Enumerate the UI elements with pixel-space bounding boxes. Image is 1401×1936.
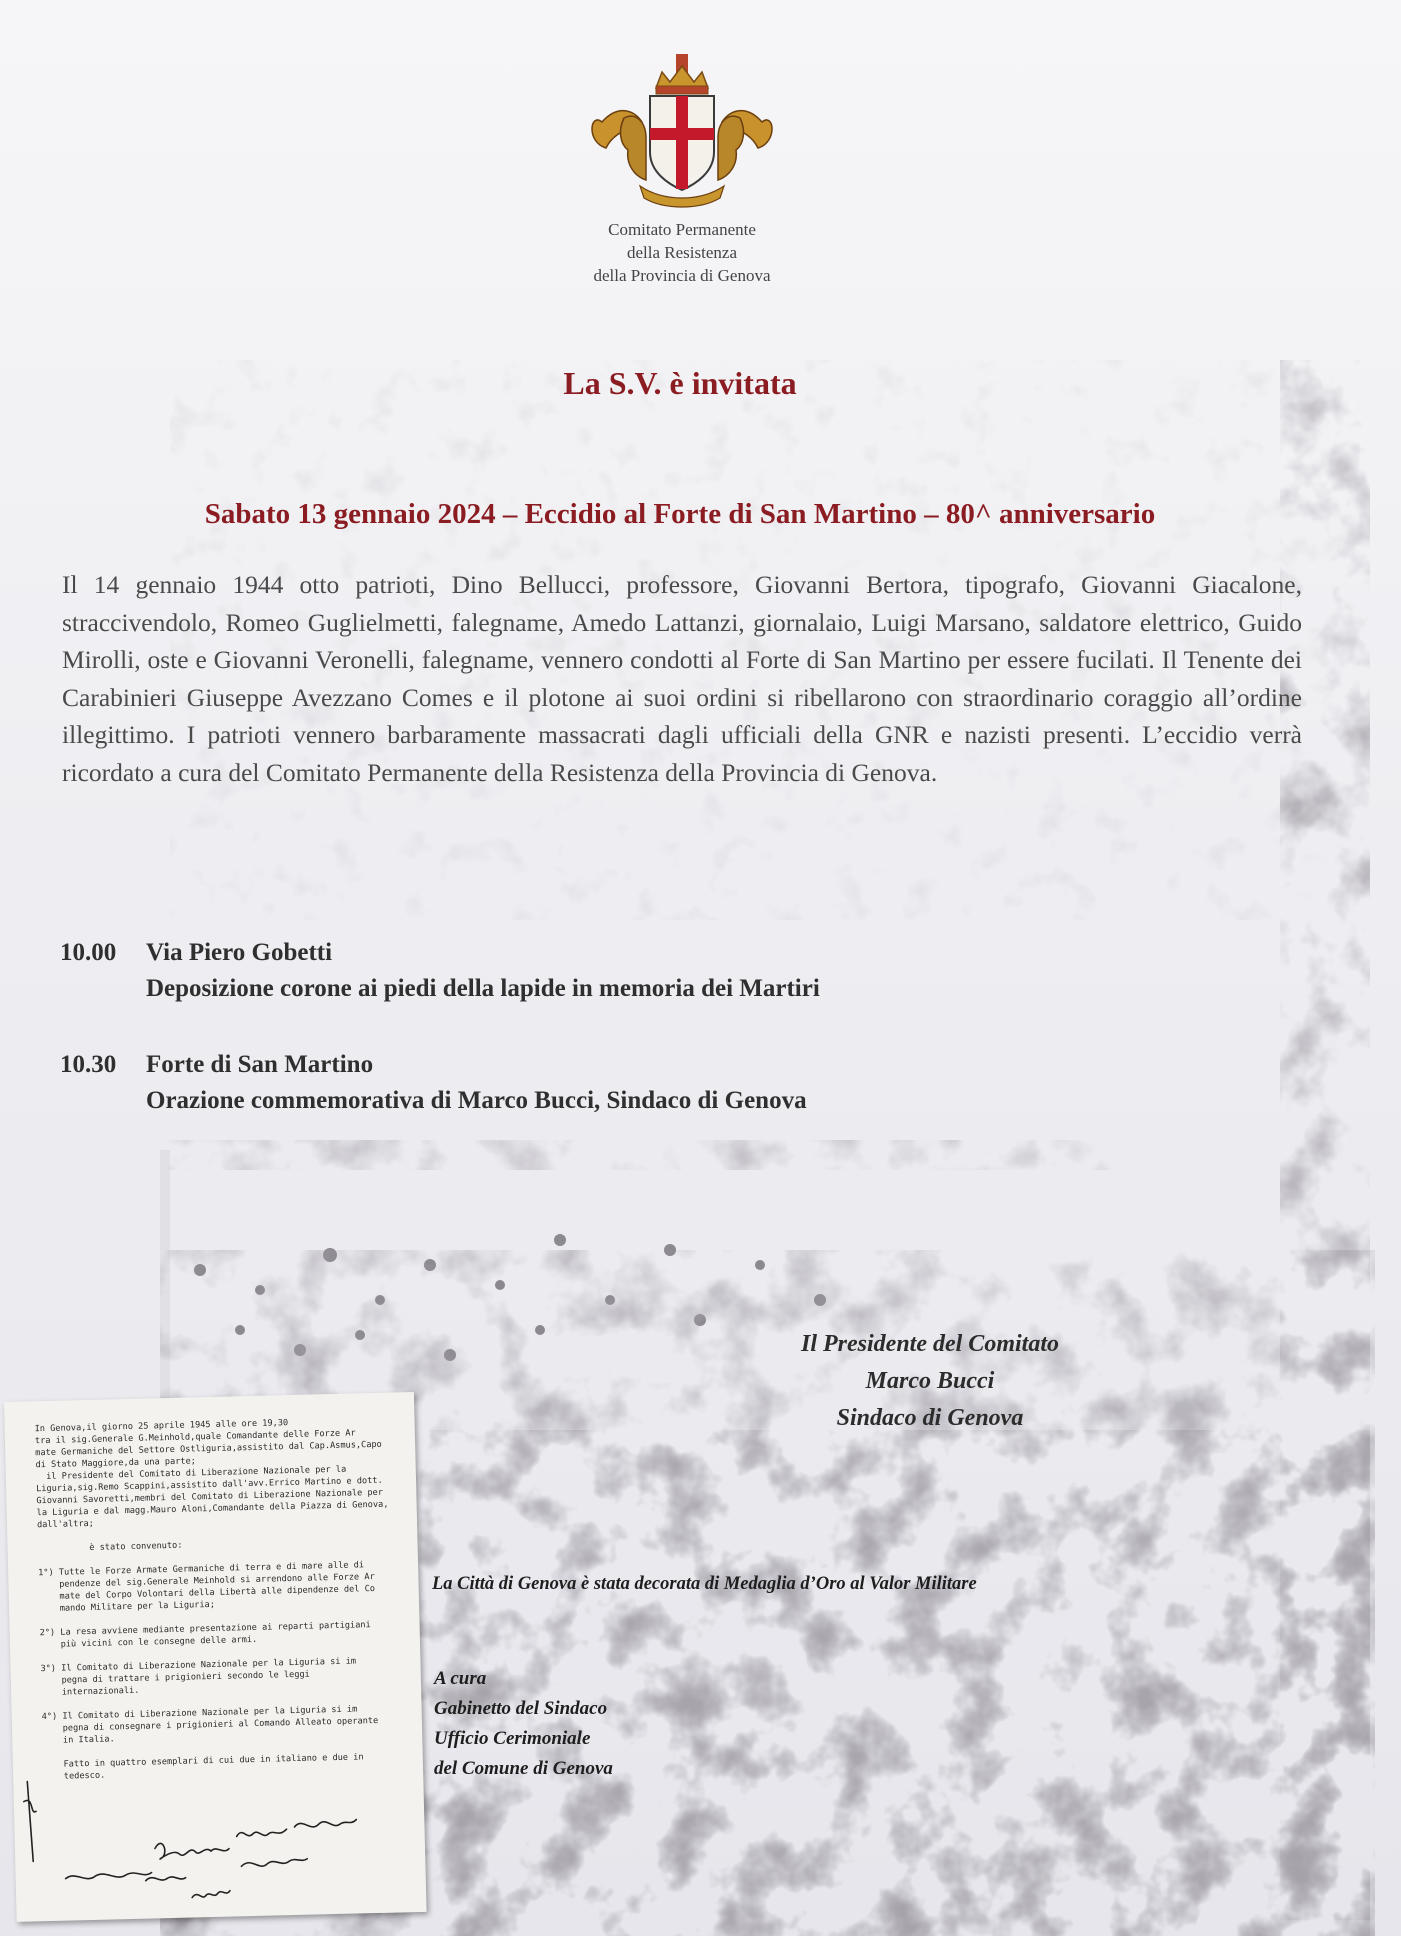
organization-line-1: Comitato Permanente <box>608 220 756 239</box>
event-description: Il 14 gennaio 1944 otto patrioti, Dino Bellucci, professore, Giovanni Bertora, tipografo, Giovanni Giacalone, straccivendolo, Romeo Guglielmetti, falegname, Amedo Lattanzi, giornalaio, Luigi Marsano, saldatore elettrico, Guido Mirolli, oste e Giovanni Veronelli, falegname, vennero condotti al Forte di San Martino per essere fucilati. Il Tenente dei Carabinieri Giuseppe Avezzano Comes e il plotone ai suoi ordini si ribellarono con straordinario coraggio all’ordine illegittimo. I patrioti vennero barbaramente massacrati dagli ufficiali della GNR e nazisti presenti. L’eccidio verrà ricordato a cura del Comitato Permanente della Resistenza della Provincia di Genova. <box>62 570 1302 787</box>
curated-by-line-1: Gabinetto del Sindaco <box>434 1698 608 1719</box>
schedule-time: 10.00 <box>60 939 117 966</box>
schedule-activity: Orazione commemorativa di Marco Bucci, Sindaco di Genova <box>146 1087 807 1114</box>
handwritten-signatures <box>4 1392 427 1922</box>
organization-line-2: della Resistenza <box>627 243 737 262</box>
invitation-heading: La S.V. è invitata <box>563 365 797 401</box>
curated-by-label: A cura <box>434 1668 487 1689</box>
signature-block <box>690 1326 1170 1437</box>
curated-by-line-3: del Comune di Genova <box>434 1758 613 1779</box>
event-title: Sabato 13 gennaio 2024 – Eccidio al Forte di San Martino – 80^ anniversario <box>204 498 1156 530</box>
historic-document-image <box>4 1392 427 1922</box>
organization-line-3: della Provincia di Genova <box>593 266 771 285</box>
schedule-place: Forte di San Martino <box>146 1051 374 1078</box>
medal-note: La Città di Genova è stata decorata di Medaglia d’Oro al Valor Militare <box>432 1574 977 1594</box>
curated-by-line-2: Ufficio Cerimoniale <box>434 1728 591 1749</box>
schedule-item <box>60 1047 1060 1119</box>
historic-document-text: In Genova,il giorno 25 aprile 1945 alle ore 19,30 tra il sig.Generale G.Meinhold,quale Comandante delle Forze Ar mate Germaniche del Settore Ostliguria,assistito dal Cap.Asmus,Capo di Stato Maggiore,da una parte; il Presidente del Comitato di Liberazione Nazionale per la Liguria,sig.Remo Scappini,assistito dall'avv.Errico Martino e dott. Giovanni Savoretti,membri del Comitato di Liberazione Nazionale per la Liguria e dal magg.Mauro Aloni,Comandante della Piazza di Genova, dall'altra; è stato convenuto: 1°) Tutte le Forze Armate Germaniche di terra e di mare alle di pendenze del sig.Generale Meinhold si arrendono alle Forze Ar mate del Corpo Volontari della Libertà alle dipendenze del Co mando Militare per la Liguria; 2°) La resa avviene mediante presentazione ai reparti partigiani più vicini con le consegne delle armi. 3°) Il Comitato di Liberazione Nazionale per la Liguria si im pegna di trattare i prigionieri secondo le leggi internazionali. 4°) Il Comitato di Liberazione Nazionale per la Liguria si im pegna di consegnare i prigionieri al Comando Alleato operante in Italia. Fatto in quattro esemplari di cui due in italiano e due in tedesco. <box>34 1418 389 1783</box>
schedule-item <box>60 935 1060 1007</box>
signature-title: Sindaco di Genova <box>836 1405 1024 1431</box>
schedule-activity: Deposizione corone ai piedi della lapide in memoria dei Martiri <box>146 975 820 1002</box>
organization-name <box>540 218 824 287</box>
event-schedule <box>60 935 1060 1159</box>
schedule-place: Via Piero Gobetti <box>146 939 333 966</box>
signature-name: Marco Bucci <box>865 1368 995 1394</box>
genoa-coat-of-arms-emblem <box>584 52 780 212</box>
signature-role: Il Presidente del Comitato <box>801 1331 1059 1357</box>
curated-by-block <box>434 1664 814 1784</box>
schedule-time: 10.30 <box>60 1051 117 1078</box>
